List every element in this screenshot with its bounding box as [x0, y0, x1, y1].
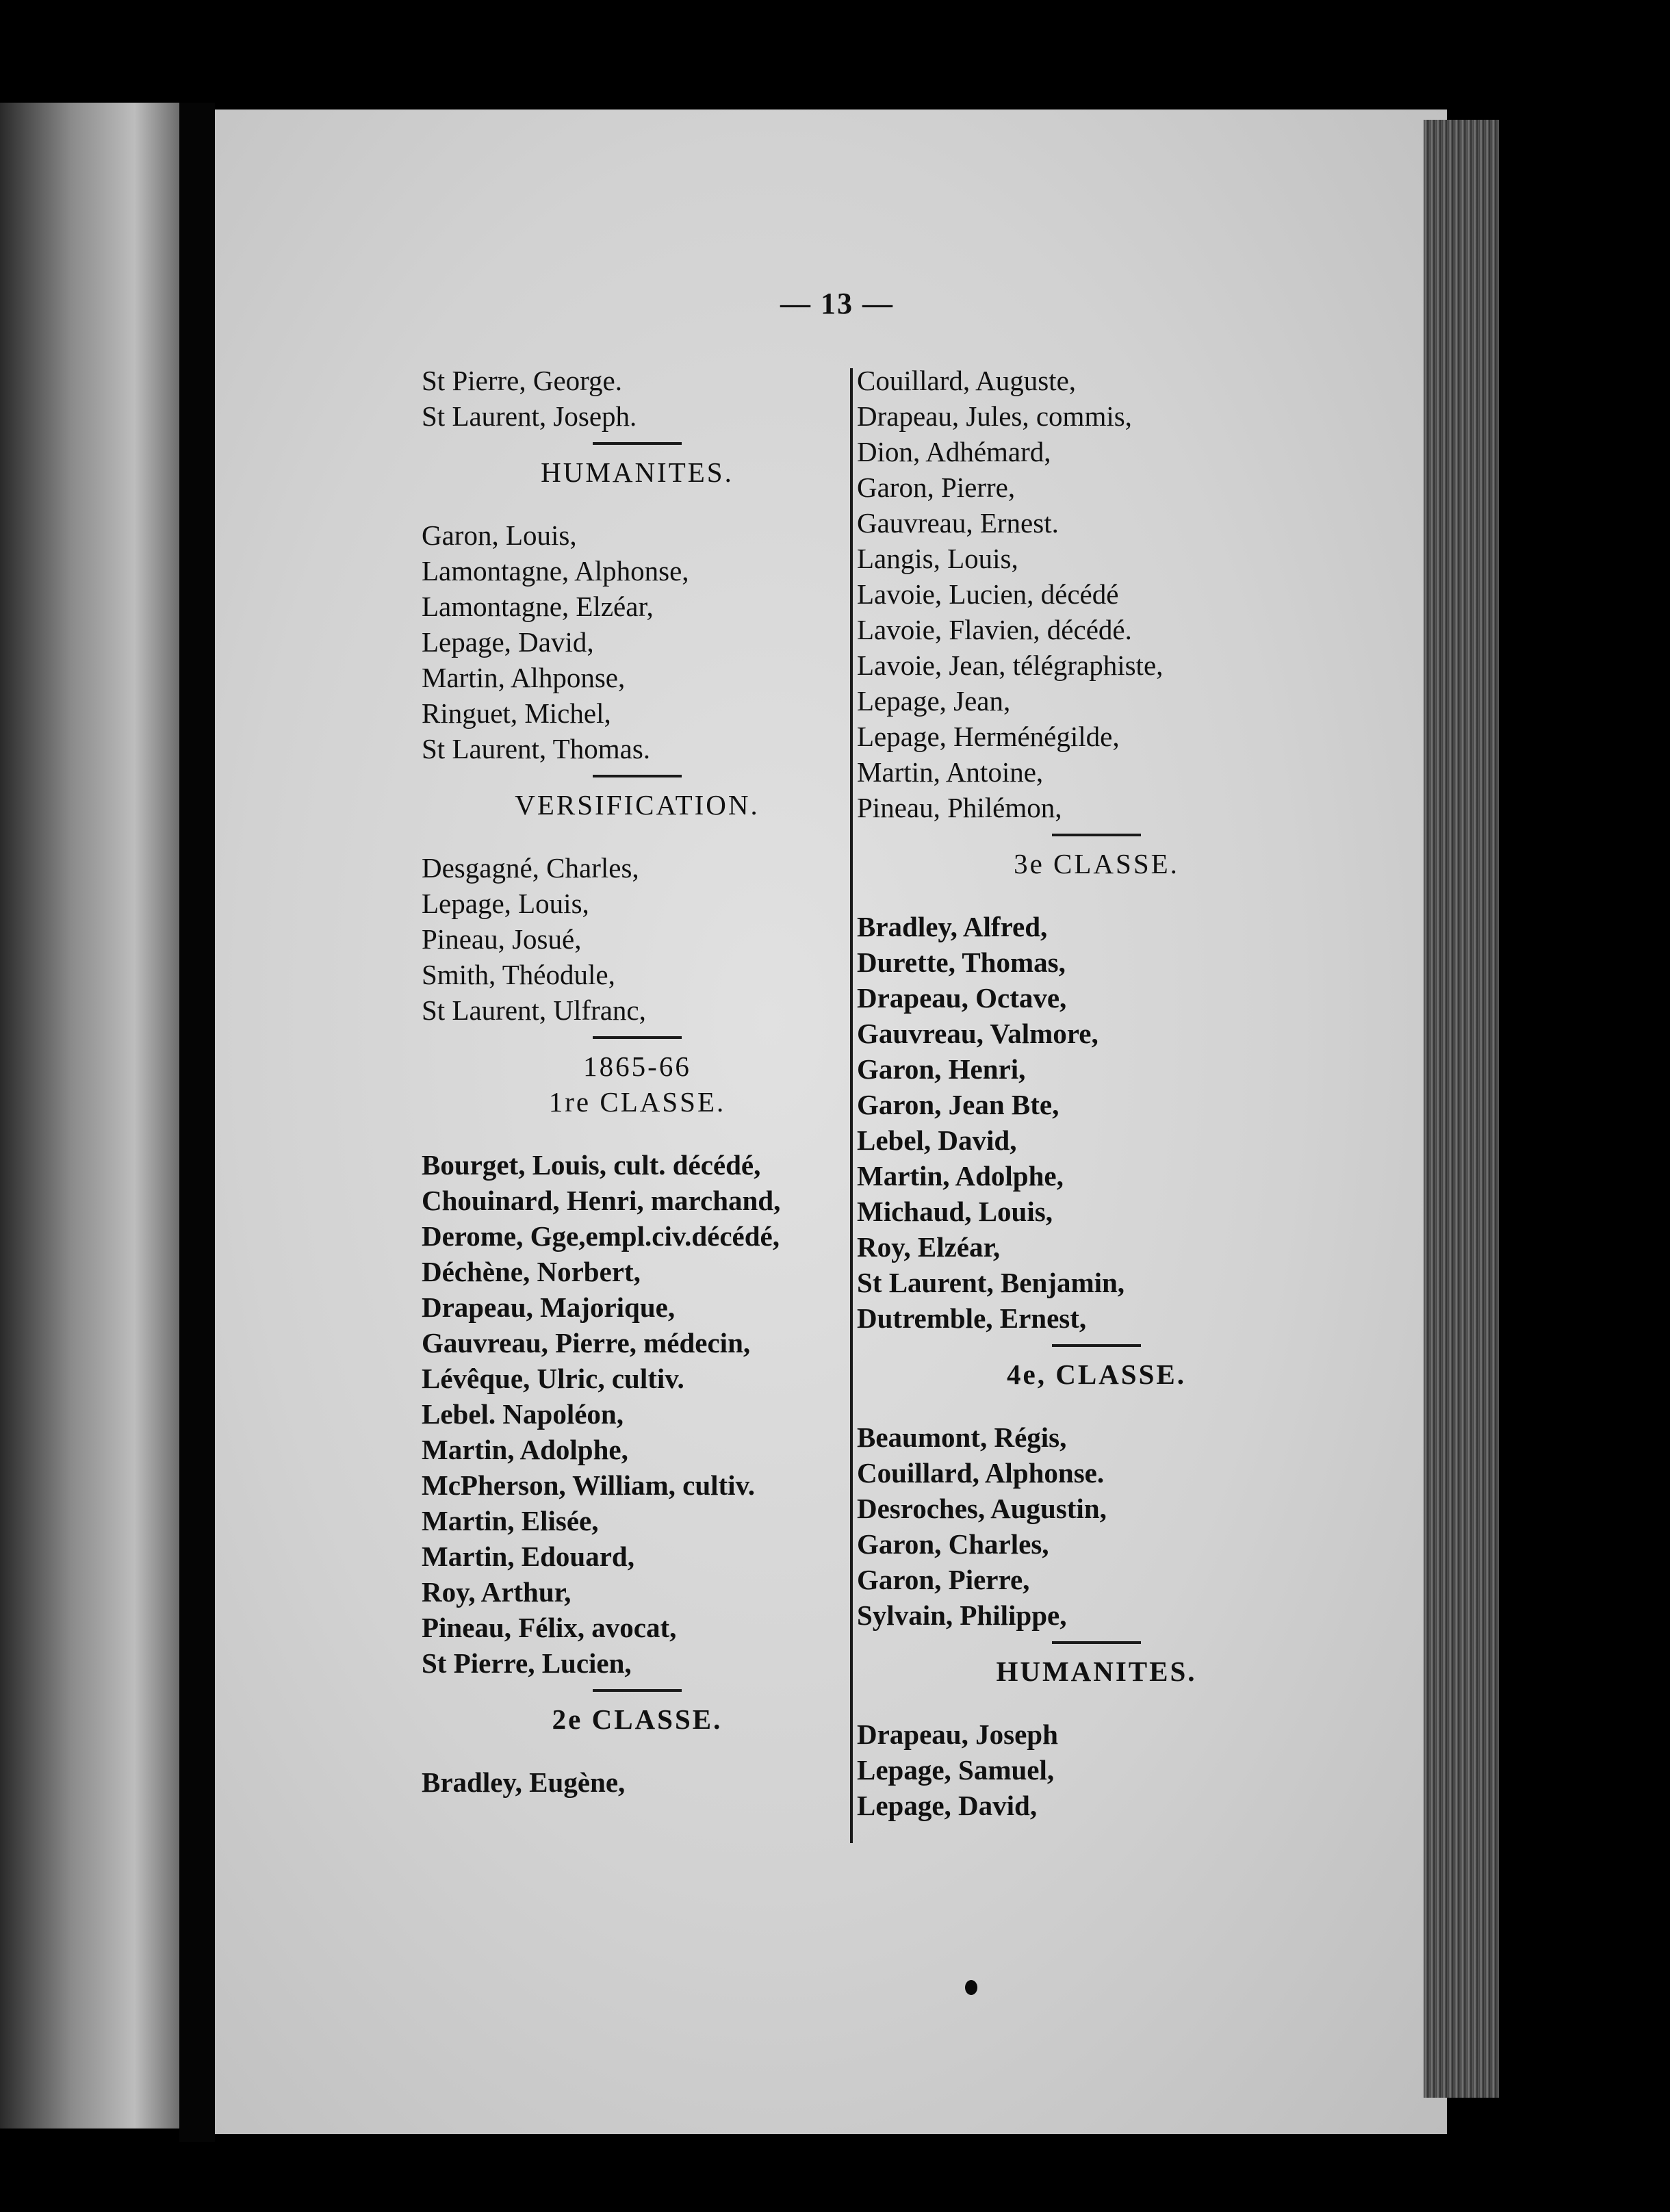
list-item: Desroches, Augustin,: [857, 1493, 1107, 1524]
page-stack-edges: [1424, 120, 1499, 2098]
list-item: St Pierre, George.: [422, 365, 623, 396]
list-item: Bradley, Eugène,: [422, 1766, 626, 1798]
list-item: Lepage, David,: [422, 626, 594, 658]
section-heading-classe1: 1re CLASSE.: [548, 1086, 726, 1118]
list-item: Dutremble, Ernest,: [857, 1302, 1087, 1334]
list-item: Gauvreau, Pierre, médecin,: [422, 1327, 751, 1359]
list-item: Roy, Elzéar,: [857, 1231, 1001, 1263]
year-heading: 1865-66: [583, 1051, 691, 1082]
list-item: Lavoie, Jean, télégraphiste,: [857, 650, 1164, 681]
list-item: Smith, Théodule,: [422, 959, 615, 990]
list-item: Garon, Charles,: [857, 1528, 1049, 1560]
list-item: Couillard, Auguste,: [857, 365, 1077, 396]
section-rule: [857, 1633, 1336, 1654]
section-rule: [857, 1336, 1336, 1356]
list-item: St Laurent, Joseph.: [422, 400, 637, 432]
section-heading-humanites: HUMANITES.: [541, 456, 734, 488]
list-item: Déchène, Norbert,: [422, 1256, 641, 1287]
section-rule: [857, 825, 1336, 846]
list-item: Beaumont, Régis,: [857, 1422, 1067, 1453]
list-item: Bradley, Alfred,: [857, 911, 1048, 942]
list-item: Drapeau, Octave,: [857, 982, 1067, 1014]
list-item: St Laurent, Benjamin,: [857, 1267, 1125, 1298]
list-item: Gauvreau, Valmore,: [857, 1018, 1099, 1049]
book-gutter: [179, 103, 215, 2142]
list-item: Lebel. Napoléon,: [422, 1398, 624, 1430]
list-item: Langis, Louis,: [857, 543, 1018, 574]
list-item: Garon, Pierre,: [857, 1564, 1030, 1595]
list-item: Ringuet, Michel,: [422, 697, 611, 729]
list-item: Lepage, Herménégilde,: [857, 721, 1120, 752]
list-item: St Laurent, Thomas.: [422, 733, 651, 764]
section-rule: [422, 434, 853, 454]
list-item: Lévêque, Ulric, cultiv.: [422, 1363, 684, 1394]
list-item: Garon, Henri,: [857, 1053, 1026, 1085]
list-item: Dion, Adhémard,: [857, 436, 1051, 467]
list-item: Roy, Arthur,: [422, 1576, 571, 1608]
list-item: Drapeau, Majorique,: [422, 1291, 676, 1323]
list-item: Lamontagne, Elzéar,: [422, 591, 654, 622]
list-item: Durette, Thomas,: [857, 947, 1066, 978]
list-item: Martin, Adolphe,: [422, 1434, 628, 1465]
list-item: St Pierre, Lucien,: [422, 1647, 632, 1679]
list-item: Desgagné, Charles,: [422, 852, 639, 884]
list-item: Pineau, Philémon,: [857, 792, 1062, 823]
list-item: Garon, Jean Bte,: [857, 1089, 1059, 1120]
list-item: Martin, Antoine,: [857, 756, 1044, 788]
section-heading-versification: VERSIFICATION.: [515, 789, 760, 821]
list-item: Derome, Gge,empl.civ.décédé,: [422, 1220, 780, 1252]
list-item: Couillard, Alphonse.: [857, 1457, 1105, 1489]
list-item: Garon, Pierre,: [857, 472, 1016, 503]
list-item: Lepage, Jean,: [857, 685, 1011, 717]
list-item: Drapeau, Jules, commis,: [857, 400, 1132, 432]
list-item: Lepage, Louis,: [422, 888, 589, 919]
list-item: Martin, Alhponse,: [422, 662, 626, 693]
list-item: Lepage, David,: [857, 1790, 1038, 1821]
list-item: Lebel, David,: [857, 1124, 1017, 1156]
list-item: Sylvain, Philippe,: [857, 1599, 1067, 1631]
section-rule: [422, 767, 853, 787]
section-heading-classe2: 2e CLASSE.: [552, 1703, 723, 1735]
list-item: Pineau, Félix, avocat,: [422, 1612, 677, 1643]
section-heading-classe4: 4e, CLASSE.: [1007, 1359, 1186, 1390]
list-item: Martin, Elisée,: [422, 1505, 599, 1536]
list-item: Lamontagne, Alphonse,: [422, 555, 689, 587]
ink-speck: [965, 1980, 977, 1995]
list-item: Gauvreau, Ernest.: [857, 507, 1059, 539]
list-item: McPherson, William, cultiv.: [422, 1469, 756, 1501]
right-column: [857, 363, 1336, 1823]
list-item: Chouinard, Henri, marchand,: [422, 1185, 781, 1216]
list-item: Michaud, Louis,: [857, 1196, 1053, 1227]
list-item: St Laurent, Ulfranc,: [422, 994, 646, 1026]
list-item: Pineau, Josué,: [422, 923, 582, 955]
facing-page-edge: [0, 103, 179, 2129]
section-rule: [422, 1681, 853, 1701]
list-item: Martin, Edouard,: [422, 1541, 634, 1572]
section-rule: [422, 1028, 853, 1049]
section-heading-classe3: 3e CLASSE.: [1014, 848, 1179, 879]
list-item: Drapeau, Joseph: [857, 1719, 1058, 1750]
list-item: Lepage, Samuel,: [857, 1754, 1055, 1786]
page-number: — 13 —: [780, 287, 894, 320]
list-item: Lavoie, Flavien, décédé.: [857, 614, 1132, 645]
list-item: Martin, Adolphe,: [857, 1160, 1064, 1192]
left-column: [422, 363, 853, 1800]
list-item: Garon, Louis,: [422, 519, 577, 551]
list-item: Bourget, Louis, cult. décédé,: [422, 1149, 761, 1181]
section-heading-humanites-right: HUMANITES.: [996, 1656, 1197, 1687]
list-item: Lavoie, Lucien, décédé: [857, 578, 1119, 610]
